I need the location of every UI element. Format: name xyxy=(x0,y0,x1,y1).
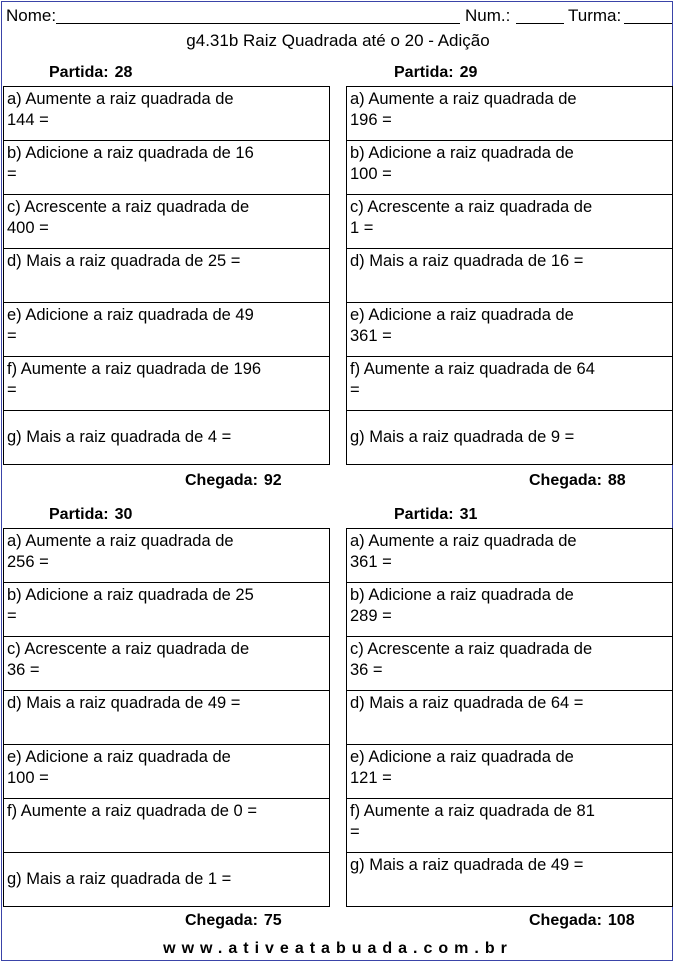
worksheet-title: g4.31b Raiz Quadrada até o 20 - Adição xyxy=(186,31,490,50)
finish-number: 92 xyxy=(263,472,282,489)
name-label: Nome: xyxy=(6,6,57,25)
start-label: Partida: xyxy=(49,506,109,523)
start-number: 28 xyxy=(114,64,133,81)
step-e[interactable]: e) Adicione a raiz quadrada de 100 = xyxy=(4,745,329,799)
step-g[interactable]: g) Mais a raiz quadrada de 1 = xyxy=(4,853,329,907)
step-e[interactable]: e) Adicione a raiz quadrada de 361 = xyxy=(347,303,672,357)
step-b[interactable]: b) Adicione a raiz quadrada de 16 = xyxy=(4,141,329,195)
finish-value xyxy=(529,912,635,930)
number-label: Num.: xyxy=(465,6,511,25)
step-c[interactable]: c) Acrescente a raiz quadrada de 36 = xyxy=(4,637,329,691)
step-e[interactable]: e) Adicione a raiz quadrada de 49 = xyxy=(4,303,329,357)
step-d[interactable]: d) Mais a raiz quadrada de 16 = xyxy=(347,249,672,303)
website-footer: www.ativeatabuada.com.br xyxy=(163,940,513,957)
start-number: 30 xyxy=(114,506,133,523)
step-b[interactable]: b) Adicione a raiz quadrada de 100 = xyxy=(347,141,672,195)
steps-box xyxy=(346,86,673,465)
step-d[interactable]: d) Mais a raiz quadrada de 49 = xyxy=(4,691,329,745)
step-f[interactable]: f) Aumente a raiz quadrada de 64 = xyxy=(347,357,672,411)
step-d[interactable]: d) Mais a raiz quadrada de 25 = xyxy=(4,249,329,303)
step-g[interactable]: g) Mais a raiz quadrada de 9 = xyxy=(347,411,672,465)
start-label: Partida: xyxy=(394,506,454,523)
finish-label: Chegada: xyxy=(529,912,602,929)
start-value xyxy=(394,64,477,82)
step-c[interactable]: c) Acrescente a raiz quadrada de 400 = xyxy=(4,195,329,249)
start-value xyxy=(394,506,477,524)
step-a[interactable]: a) Aumente a raiz quadrada de 361 = xyxy=(347,529,672,583)
steps-box xyxy=(346,528,673,907)
finish-label: Chegada: xyxy=(185,472,258,489)
finish-number: 75 xyxy=(263,912,282,929)
start-number: 29 xyxy=(459,64,478,81)
name-field[interactable] xyxy=(56,23,460,24)
finish-label: Chegada: xyxy=(185,912,258,929)
start-label: Partida: xyxy=(394,64,454,81)
step-f[interactable]: f) Aumente a raiz quadrada de 196 = xyxy=(4,357,329,411)
start-label: Partida: xyxy=(49,64,109,81)
step-a[interactable]: a) Aumente a raiz quadrada de 196 = xyxy=(347,87,672,141)
step-d[interactable]: d) Mais a raiz quadrada de 64 = xyxy=(347,691,672,745)
step-f[interactable]: f) Aumente a raiz quadrada de 81 = xyxy=(347,799,672,853)
finish-number: 108 xyxy=(607,912,635,929)
student-header xyxy=(6,6,668,28)
step-a[interactable]: a) Aumente a raiz quadrada de 144 = xyxy=(4,87,329,141)
step-g[interactable]: g) Mais a raiz quadrada de 4 = xyxy=(4,411,329,465)
finish-value xyxy=(529,472,626,490)
finish-value xyxy=(185,912,282,930)
step-b[interactable]: b) Adicione a raiz quadrada de 289 = xyxy=(347,583,672,637)
worksheet-page xyxy=(1,1,673,961)
steps-box xyxy=(3,86,330,465)
class-label: Turma: xyxy=(568,6,622,25)
finish-value xyxy=(185,472,282,490)
start-number: 31 xyxy=(459,506,478,523)
start-value xyxy=(49,506,132,524)
step-g[interactable]: g) Mais a raiz quadrada de 49 = xyxy=(347,853,672,907)
step-c[interactable]: c) Acrescente a raiz quadrada de 36 = xyxy=(347,637,672,691)
step-e[interactable]: e) Adicione a raiz quadrada de 121 = xyxy=(347,745,672,799)
step-b[interactable]: b) Adicione a raiz quadrada de 25 = xyxy=(4,583,329,637)
start-value xyxy=(49,64,132,82)
class-field[interactable] xyxy=(624,23,672,24)
steps-box xyxy=(3,528,330,907)
number-field[interactable] xyxy=(516,23,564,24)
finish-label: Chegada: xyxy=(529,472,602,489)
step-a[interactable]: a) Aumente a raiz quadrada de 256 = xyxy=(4,529,329,583)
step-f[interactable]: f) Aumente a raiz quadrada de 0 = xyxy=(4,799,329,853)
finish-number: 88 xyxy=(607,472,626,489)
step-c[interactable]: c) Acrescente a raiz quadrada de 1 = xyxy=(347,195,672,249)
